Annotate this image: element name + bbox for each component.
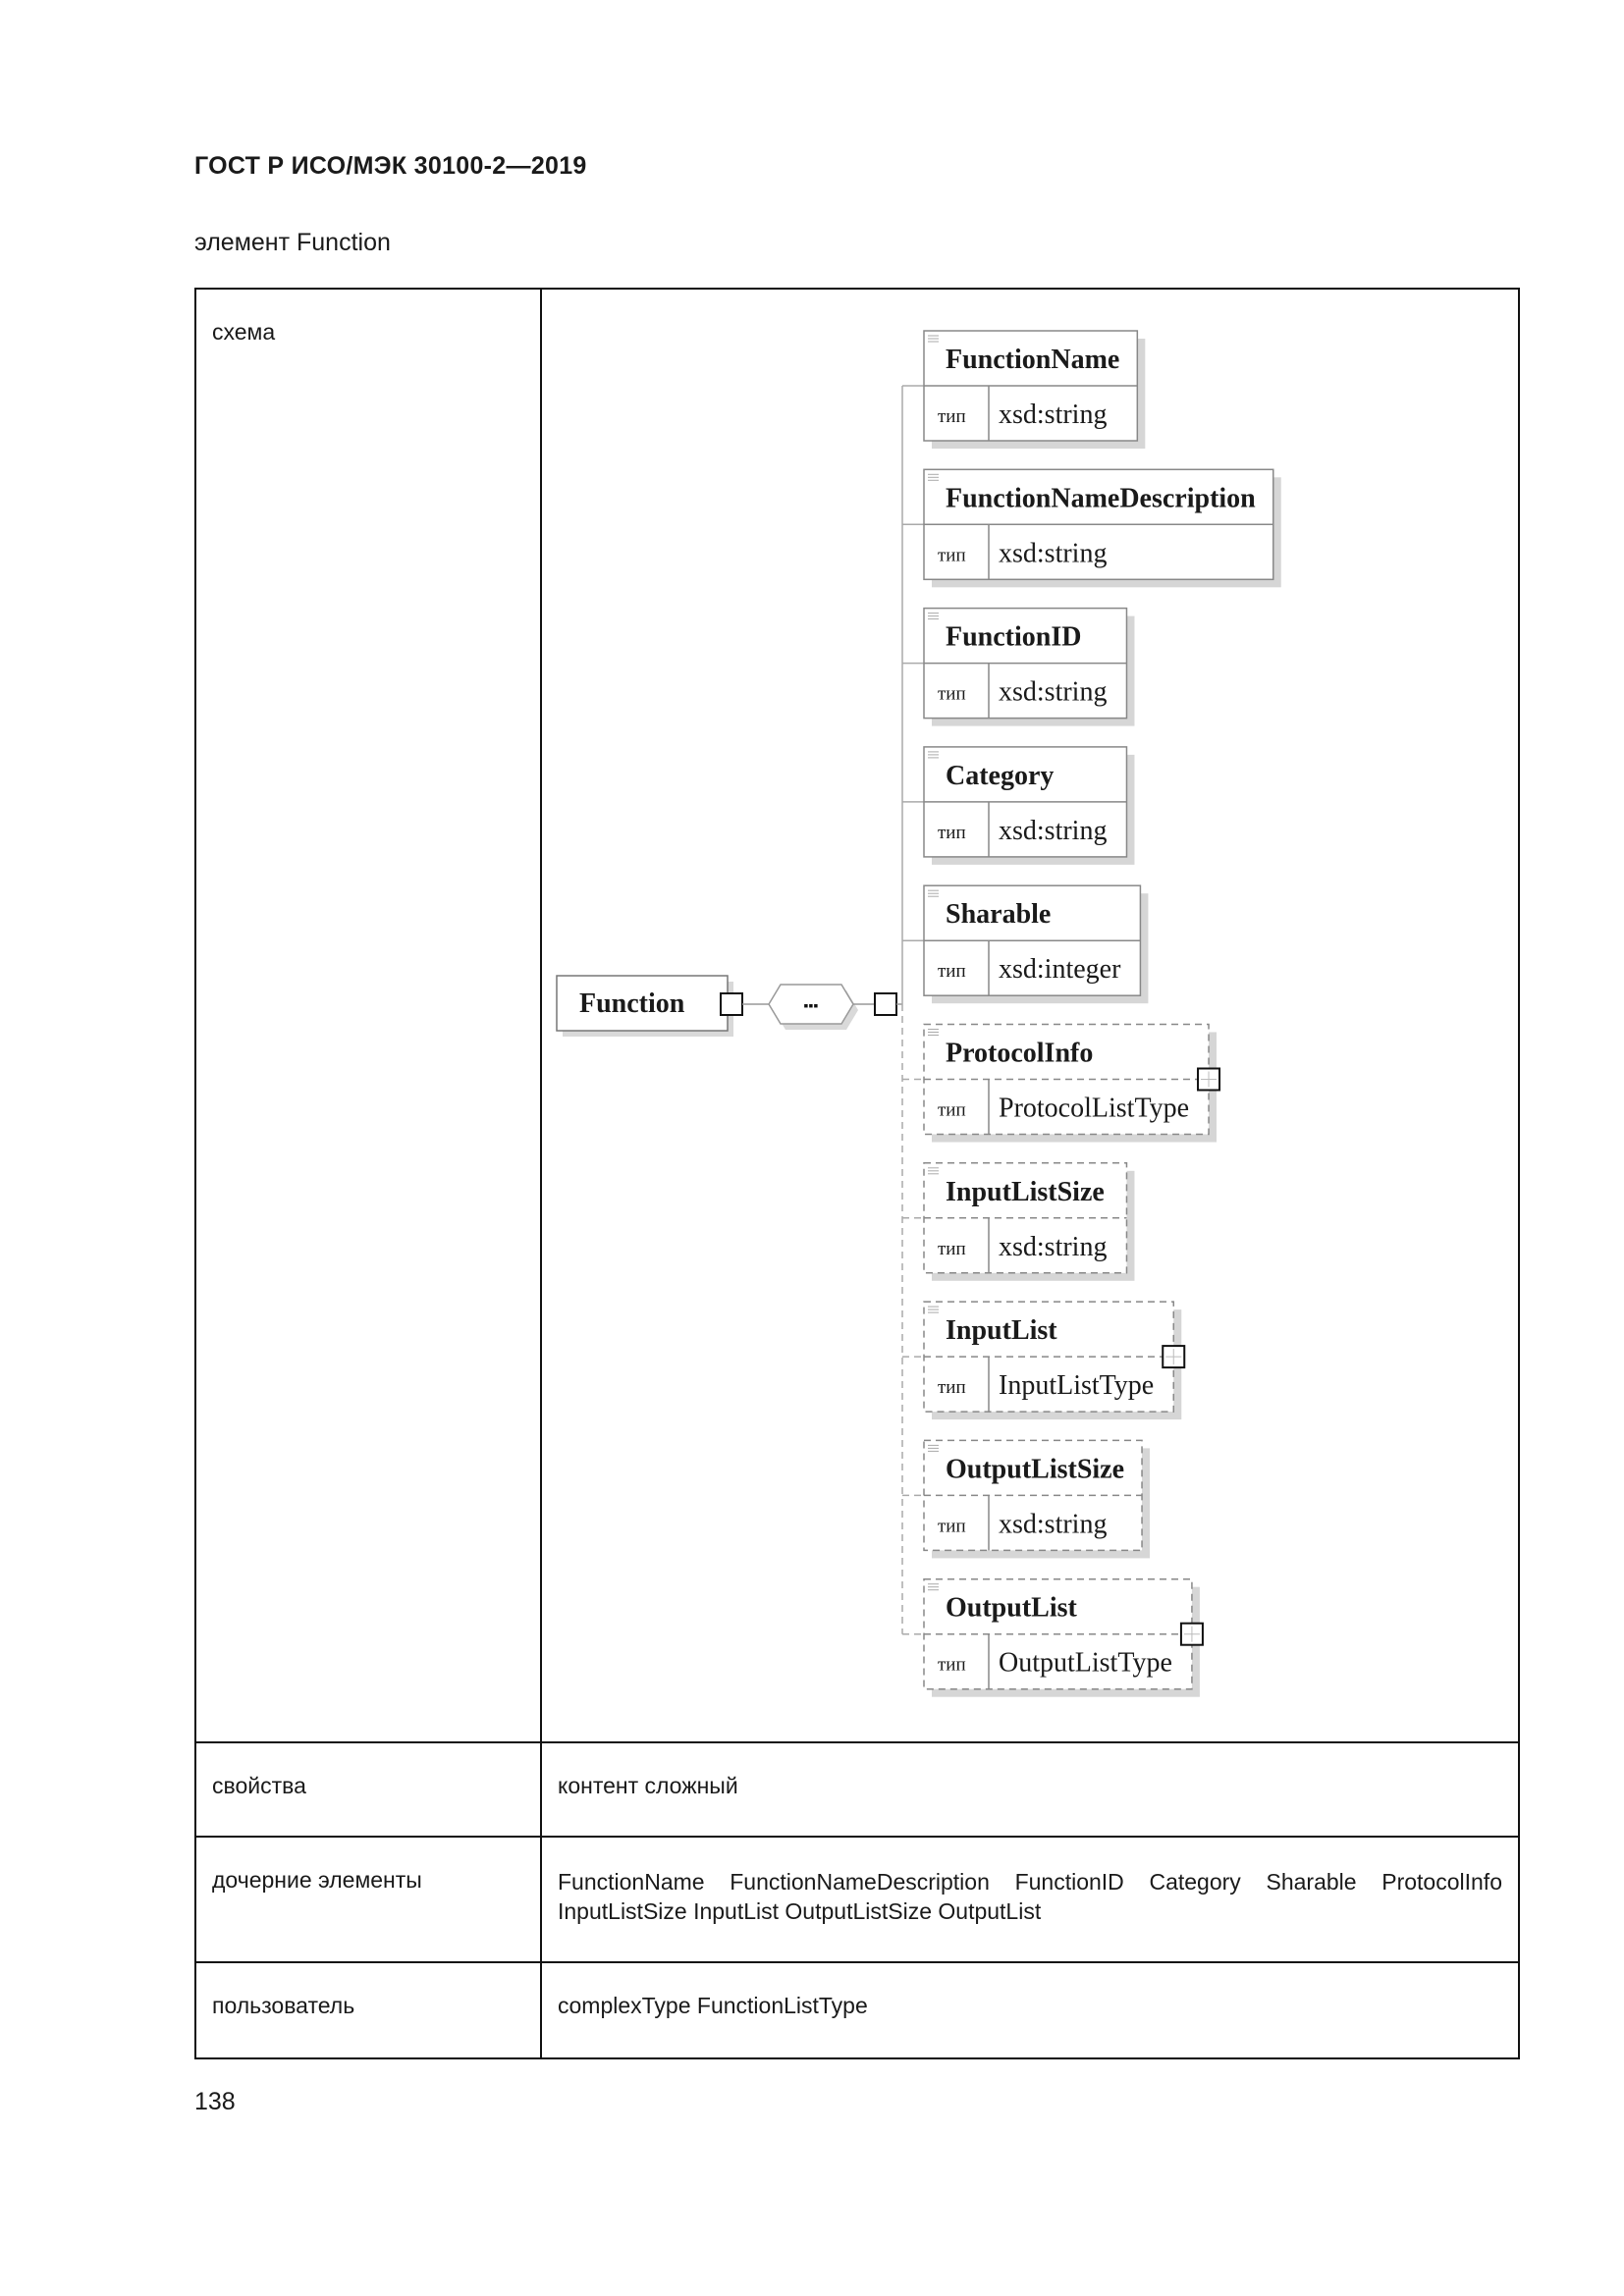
- type-label: тип: [938, 1377, 966, 1399]
- element-name: FunctionID: [946, 621, 1082, 653]
- root-element-function: [557, 976, 769, 1037]
- element-type: xsd:string: [999, 400, 1108, 430]
- element-type: xsd:integer: [999, 954, 1121, 986]
- type-label: тип: [938, 683, 966, 705]
- element-caption: элемент Function: [194, 229, 391, 256]
- child-element-sharable: [902, 885, 1148, 1003]
- expand-toggle-icon[interactable]: [721, 993, 742, 1015]
- row-value-properties: контент сложный: [558, 1773, 738, 1798]
- type-label: тип: [938, 545, 966, 566]
- row-value-user: complexType FunctionListType: [558, 1993, 868, 2018]
- child-element-outputlist: [902, 1579, 1203, 1697]
- element-name: InputListSize: [946, 1176, 1105, 1207]
- element-type: ProtocolListType: [999, 1093, 1190, 1124]
- child-element-functionnamedescription: [902, 469, 1281, 587]
- element-table: [194, 288, 1520, 2059]
- table-row-schema: [196, 290, 1518, 1743]
- row-value-children: FunctionName FunctionNameDescription FunctionID Category Sharable ProtocolInfo InputListSize InputList OutputListSize OutputList: [558, 1869, 1502, 1924]
- element-name: Sharable: [946, 899, 1052, 931]
- type-label: тип: [938, 1654, 966, 1676]
- type-label: тип: [938, 1099, 966, 1121]
- type-label: тип: [938, 1516, 966, 1537]
- element-type: xsd:string: [999, 538, 1108, 569]
- root-element-name: Function: [579, 988, 685, 1019]
- row-label-children: дочерние элементы: [196, 1838, 542, 1961]
- document-header: ГОСТ Р ИСО/МЭК 30100-2—2019: [194, 152, 587, 180]
- type-label: тип: [938, 822, 966, 843]
- sequence-icon: ▪▪▪: [803, 999, 819, 1014]
- child-element-protocolinfo: [902, 1025, 1219, 1143]
- child-element-category: [902, 747, 1134, 865]
- element-type: xsd:string: [999, 1231, 1108, 1262]
- sequence-compositor: [769, 985, 902, 1030]
- table-row-user: [196, 1963, 1518, 2057]
- schema-diagram-cell: [542, 290, 1518, 1741]
- schema-diagram: [542, 290, 1514, 1737]
- type-label: тип: [938, 1238, 966, 1259]
- row-label-properties: свойства: [196, 1743, 542, 1836]
- child-element-functionid: [902, 609, 1134, 726]
- element-name: FunctionName: [946, 345, 1120, 375]
- child-element-inputlistsize: [902, 1163, 1134, 1281]
- table-row-properties: [196, 1743, 1518, 1838]
- element-type: OutputListType: [999, 1647, 1172, 1679]
- child-element-inputlist: [902, 1302, 1184, 1419]
- type-label: тип: [938, 406, 966, 427]
- element-name: InputList: [946, 1315, 1057, 1347]
- page-number: 138: [194, 2088, 236, 2115]
- element-name: ProtocolInfo: [946, 1038, 1094, 1069]
- element-type: xsd:string: [999, 1509, 1108, 1540]
- element-name: Category: [946, 760, 1055, 791]
- element-type: xsd:string: [999, 815, 1108, 846]
- element-type: InputListType: [999, 1370, 1155, 1402]
- child-element-functionname: [902, 331, 1145, 449]
- row-label-schema: схема: [196, 290, 542, 1741]
- element-name: OutputListSize: [946, 1454, 1125, 1485]
- element-name: OutputList: [946, 1592, 1077, 1624]
- child-element-outputlistsize: [902, 1440, 1150, 1558]
- row-label-user: пользователь: [196, 1963, 542, 2057]
- type-label: тип: [938, 961, 966, 983]
- sequence-expand-icon[interactable]: [875, 993, 896, 1015]
- element-name: FunctionNameDescription: [946, 483, 1256, 514]
- table-row-children: [196, 1838, 1518, 1963]
- element-type: xsd:string: [999, 676, 1108, 708]
